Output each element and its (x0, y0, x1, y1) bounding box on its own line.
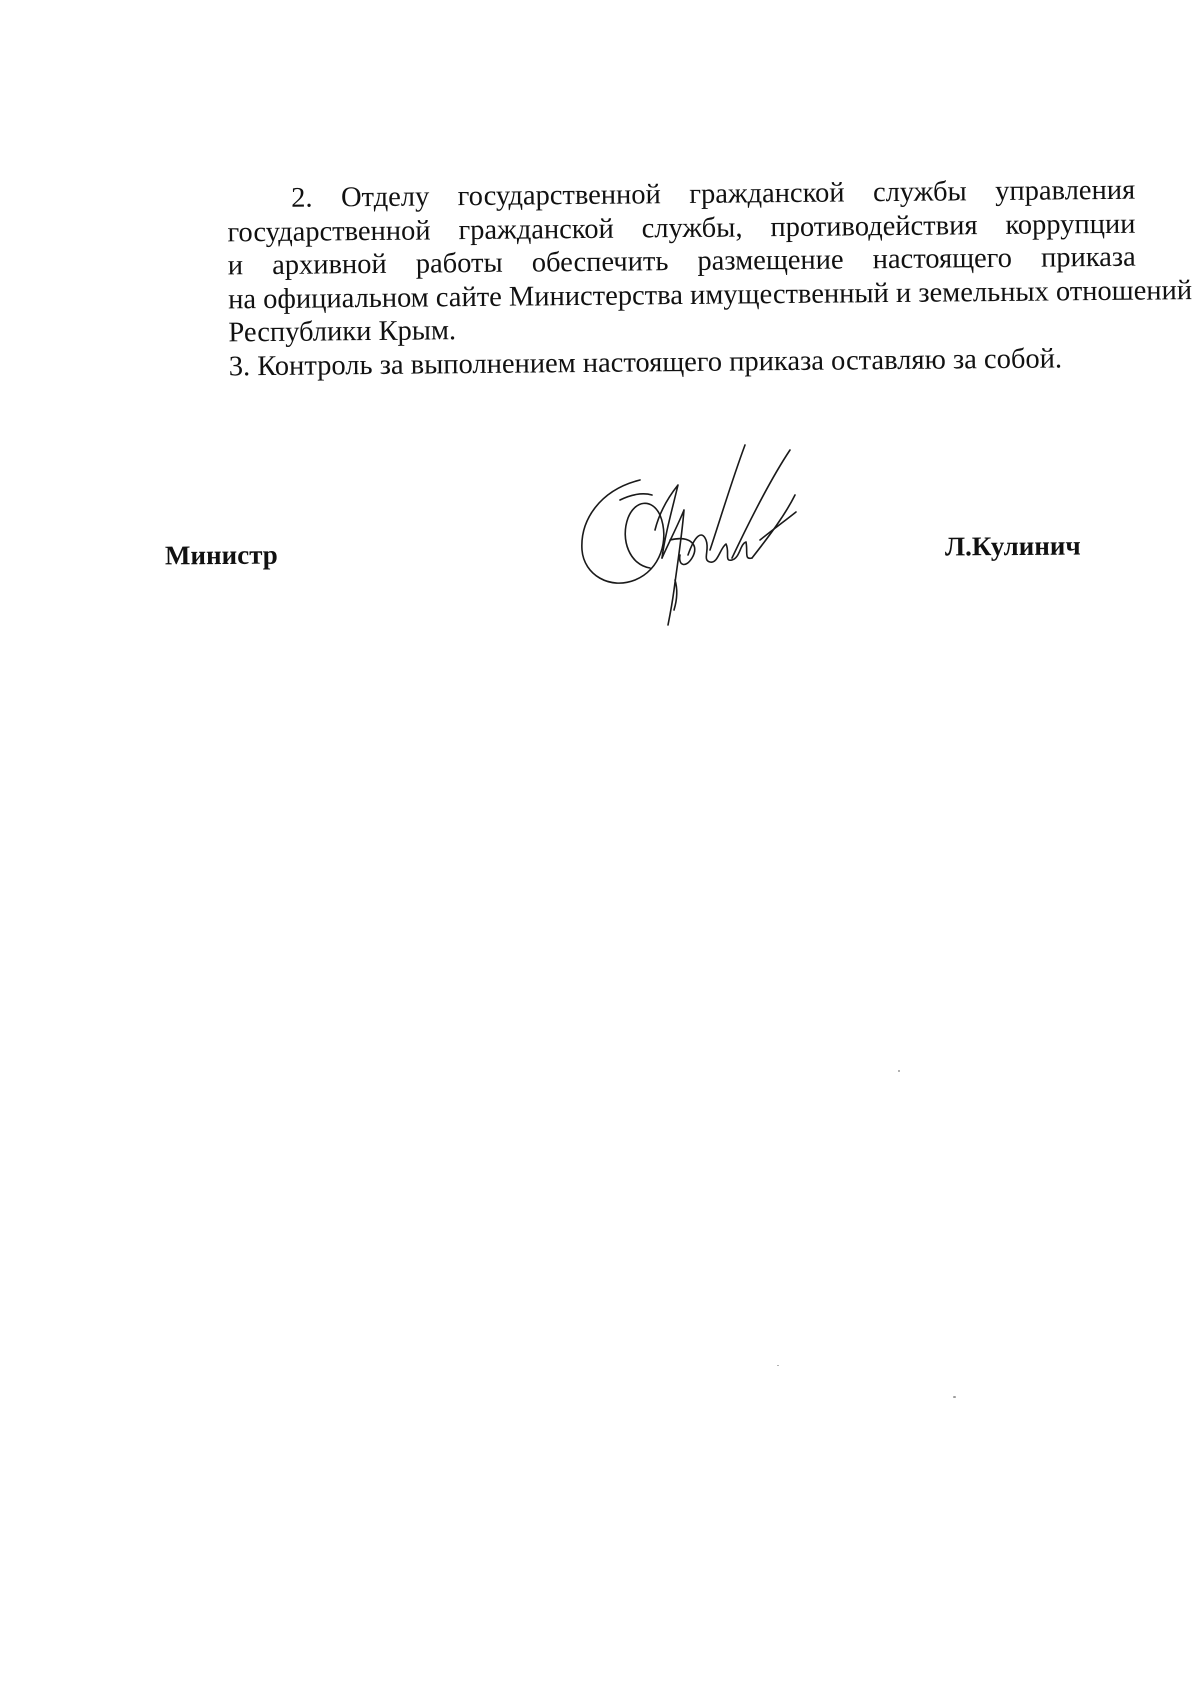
scan-speck (953, 1396, 956, 1398)
signature-image (560, 440, 830, 640)
scan-speck (777, 1365, 779, 1366)
signature-block (0, 0, 1200, 700)
scan-speck (898, 1070, 900, 1072)
paragraph-2-line-2: государственной гражданской службы, противодействия коррупции (227, 208, 1136, 248)
signer-position: Министр (164, 539, 278, 571)
paragraph-2-line-3: и архивной работы обеспечить размещение настоящего приказа (227, 241, 1136, 282)
paragraph-2-line-4: на официальном сайте Министерства имущественный и земельных отношений (227, 274, 1193, 315)
paragraph-2-line-1: 2. Отделу государственной гражданской службы управления (291, 174, 1136, 214)
paragraph-3: 3. Контроль за выполнением настоящего приказа оставляю за собой. (228, 342, 1063, 382)
paragraph-2-line-5: Республики Крым. (228, 315, 457, 349)
signer-name: Л.Кулинич (944, 530, 1081, 562)
